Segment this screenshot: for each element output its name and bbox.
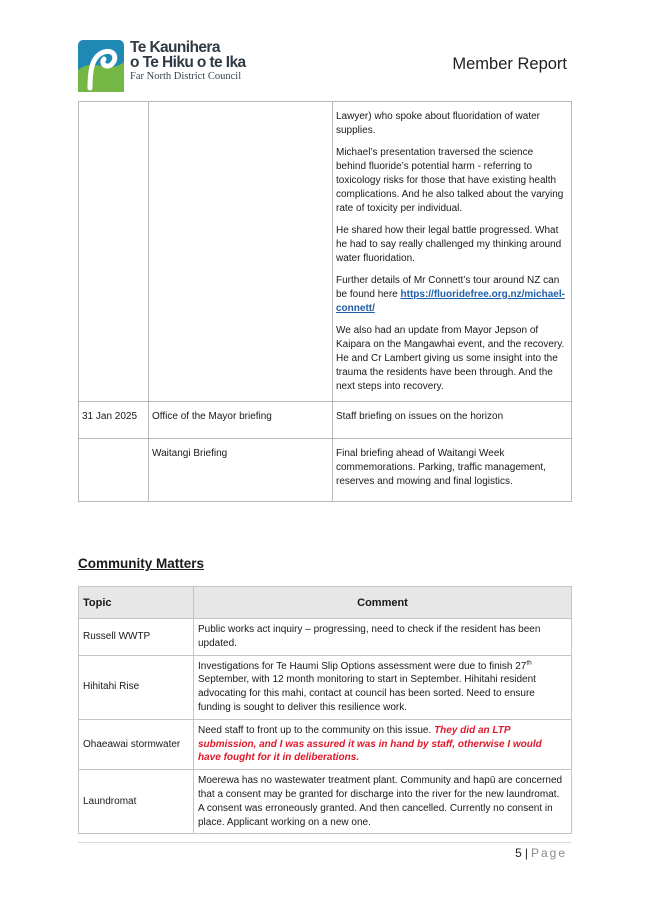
council-logo bbox=[78, 39, 246, 94]
logo-line-2: o Te Hiku o te Ika bbox=[130, 54, 246, 71]
community-matters-table bbox=[78, 586, 572, 834]
emphasised-comment: They did an LTP submission, and I was assured it was in hand by staff, otherwise I would have fought for it in deliberations. bbox=[198, 724, 542, 764]
page-label: Page bbox=[530, 846, 567, 860]
table-row bbox=[79, 402, 572, 439]
footer-divider bbox=[78, 842, 571, 843]
comment-cell bbox=[194, 655, 572, 719]
report-title: Member Report bbox=[452, 55, 567, 73]
ordinal-suffix: th bbox=[526, 659, 532, 667]
comment-paragraph: Lawyer) who spoke about fluoridation of water supplies. bbox=[336, 111, 541, 136]
footer-separator: | bbox=[524, 846, 528, 860]
topic-cell: Ohaeawai stormwater bbox=[79, 719, 194, 769]
topic-cell: Russell WWTP bbox=[79, 619, 194, 656]
column-header-topic: Topic bbox=[79, 587, 194, 619]
comment-paragraph bbox=[336, 274, 565, 316]
comment-paragraph: He shared how their legal battle progressed. What he had to say really challenged my thinking around water fluoridation. bbox=[336, 225, 562, 264]
table-row bbox=[79, 719, 572, 769]
meeting-comment-cell bbox=[333, 102, 572, 402]
column-header-comment: Comment bbox=[194, 587, 572, 619]
meeting-comment-cell: Final briefing ahead of Waitangi Week commemorations. Parking, traffic management, reserves and mowing and final logistics. bbox=[333, 439, 572, 502]
table-row bbox=[79, 102, 572, 402]
topic-cell: Laundromat bbox=[79, 770, 194, 834]
table-row bbox=[79, 439, 572, 502]
comment-cell: Public works act inquiry – progressing, need to check if the resident has been updated. bbox=[194, 619, 572, 656]
meeting-date-cell: 31 Jan 2025 bbox=[79, 402, 149, 439]
meeting-name-cell: Office of the Mayor briefing bbox=[149, 402, 333, 439]
table-row bbox=[79, 619, 572, 656]
comment-cell: Moerewa has no wastewater treatment plant. Community and hapū are concerned that a consent may be granted for discharge into the river for the new laundromat. A consent was erroneously granted. And then cancelled. Currently no consent in place. Applicant working on a new one. bbox=[194, 770, 572, 834]
meetings-table bbox=[78, 101, 572, 502]
logo-line-1: Te Kaunihera bbox=[130, 39, 220, 56]
comment-text: September, with 12 month monitoring to start in September. Hihitahi resident advocating for this mahi, contact at council has been sorted. Need to ensure funding is sought to deliver this resilience work. bbox=[198, 674, 536, 713]
comment-text: Investigations for Te Haumi Slip Options assessment were due to finish 27 bbox=[198, 660, 527, 672]
table-row bbox=[79, 655, 572, 719]
meeting-name-cell bbox=[149, 102, 333, 402]
page-footer bbox=[515, 846, 567, 860]
comment-paragraph: Michael’s presentation traversed the science behind fluoride’s potential harm - referring to toxicology risks for those that have existing health complications. And he also talked about the varying rate of toxicity per individual. bbox=[336, 147, 564, 214]
fluoride-free-link[interactable]: https://fluoridefree.org.nz/michael-connett/ bbox=[336, 289, 565, 314]
council-logo-mark-icon bbox=[78, 40, 124, 92]
meeting-comment-cell: Staff briefing on issues on the horizon bbox=[333, 402, 572, 439]
comment-text: Need staff to front up to the community on this issue. bbox=[198, 724, 435, 736]
topic-cell: Hihitahi Rise bbox=[79, 655, 194, 719]
page-number: 5 bbox=[515, 846, 522, 860]
section-heading-community-matters: Community Matters bbox=[78, 556, 205, 571]
meeting-date-cell bbox=[79, 102, 149, 402]
comment-cell bbox=[194, 719, 572, 769]
table-header-row bbox=[79, 587, 572, 619]
meeting-date-cell bbox=[79, 439, 149, 502]
table-row bbox=[79, 770, 572, 834]
comment-text: Further details of Mr Connett’s tour around NZ can be found here bbox=[336, 275, 560, 300]
meeting-name-cell: Waitangi Briefing bbox=[149, 439, 333, 502]
logo-line-3: Far North District Council bbox=[130, 71, 242, 82]
council-logo-text bbox=[130, 40, 246, 84]
comment-paragraph: We also had an update from Mayor Jepson of Kaipara on the Mangawhai event, and the recovery. He and Cr Lambert giving us some insight into the trauma the residents have been through. And the next steps into recovery. bbox=[336, 325, 565, 392]
